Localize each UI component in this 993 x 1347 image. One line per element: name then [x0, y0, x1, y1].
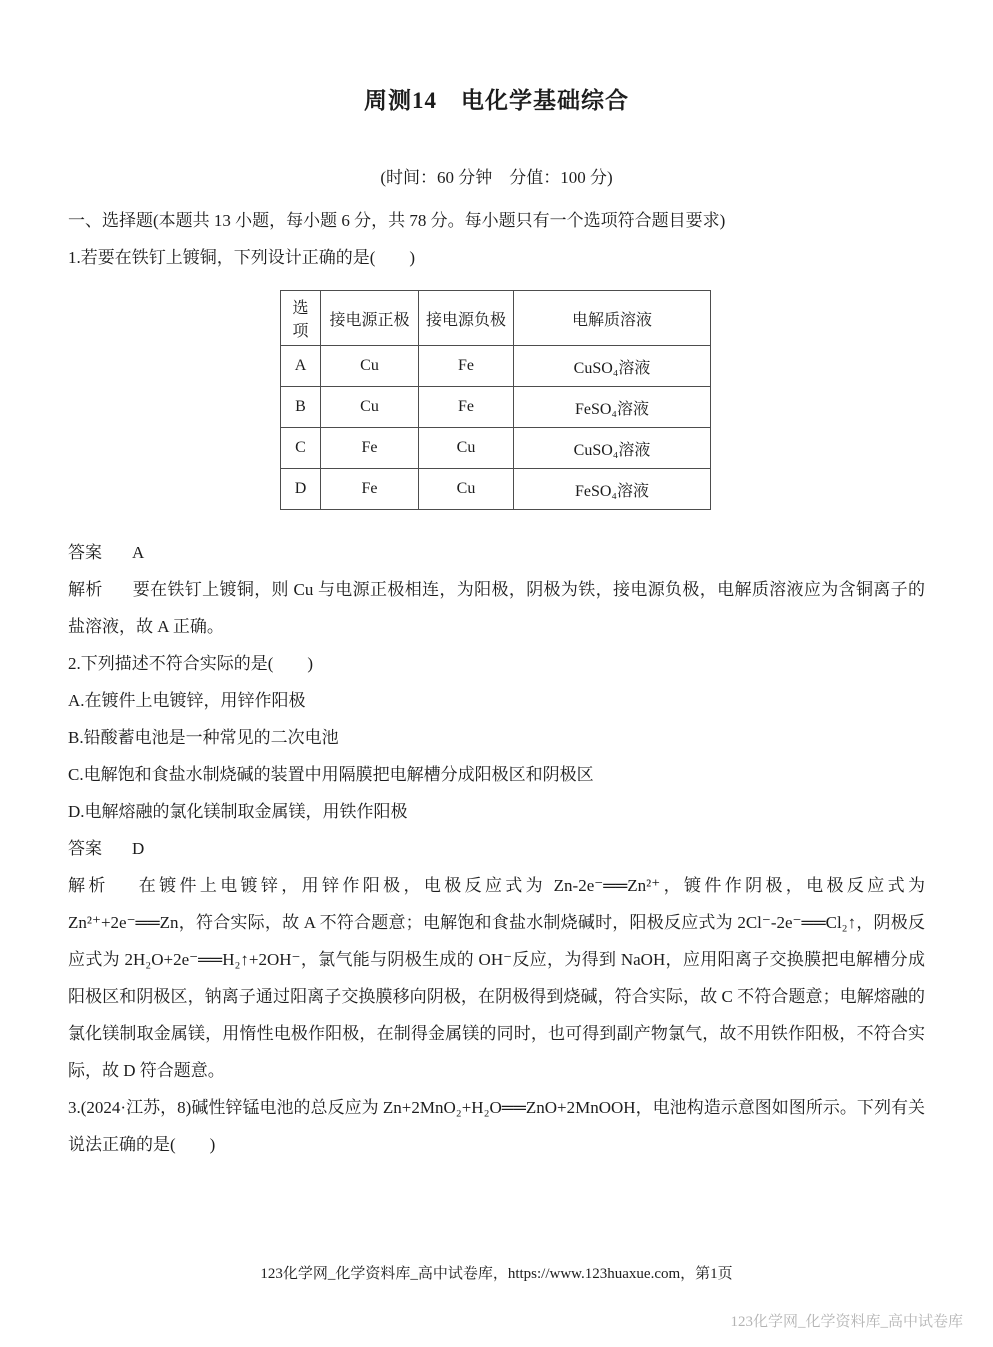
- q2-option-d: D.电解熔融的氯化镁制取金属镁，用铁作阳极: [68, 802, 408, 821]
- page-footer: 123化学网_化学资料库_高中试卷库，https://www.123huaxue.com，第1页: [260, 1266, 733, 1282]
- table-header-cell-solution: 电解质溶液: [514, 291, 711, 346]
- table-header: [281, 291, 711, 346]
- table-cell: FeSO₄溶液: [514, 387, 711, 428]
- q1-stem: 1.若要在铁钉上镀铜，下列设计正确的是( ): [68, 248, 416, 267]
- table-cell: A: [281, 346, 321, 387]
- table-cell: FeSO₄溶液: [514, 469, 711, 510]
- table-cell: Cu: [321, 387, 419, 428]
- table-header-cell-option: 选项: [281, 291, 321, 346]
- table-row-b: [281, 387, 711, 428]
- q1-options-table: [280, 290, 711, 510]
- q2-answer-line: [68, 830, 925, 867]
- q1-answer-line: [68, 534, 925, 571]
- table-cell: Fe: [321, 428, 419, 469]
- q2-analysis-text: 在镀件上电镀锌，用锌作阳极，电极反应式为 Zn-2e⁻══Zn²⁺，镀件作阴极，电极反应式为 Zn²⁺+2e⁻══Zn，符合实际，故 A 不符合题意；电解饱和食盐水制烧碱时，阳极反应式为 2Cl⁻-2e⁻══Cl₂↑，阴极反应式为 2H₂O+2e⁻══H₂↑+2OH⁻，氯气能与阴极生成的 OH⁻反应，为得到 NaOH，应用阳离子交换膜把电解槽分成阳极区和阴极区，钠离子通过阳离子交换膜移向阴极，在阴极得到烧碱，符合实际，故 C 不符合题意；电解熔融的氯化镁制取金属镁，用惰性电极作阳极，在制得金属镁的同时，也可得到副产物氯气，故不用铁作阳极，不符合实际，故 D 符合题意。: [68, 876, 926, 1080]
- q2-answer-label: 答案: [68, 839, 102, 858]
- table-cell: Fe: [419, 387, 514, 428]
- table-cell: C: [281, 428, 321, 469]
- table-header-cell-negative: 接电源负极: [419, 291, 514, 346]
- q1-analysis-text: 要在铁钉上镀铜，则 Cu 与电源正极相连，为阳极，阴极为铁，接电源负极，电解质溶液应为含铜离子的盐溶液，故 A 正确。: [68, 580, 926, 636]
- q1-analysis-label: 解析: [68, 580, 103, 599]
- watermark-text: 123化学网_化学资料库_高中试卷库: [730, 1314, 963, 1330]
- q2-option-c: C.电解饱和食盐水制烧碱的装置中用隔膜把电解槽分成阳极区和阴极区: [68, 765, 594, 784]
- table-cell: Cu: [419, 428, 514, 469]
- table-row-c: [281, 428, 711, 469]
- q2-analysis-label: 解析: [68, 876, 109, 895]
- table-cell: Cu: [419, 469, 514, 510]
- table-cell: Cu: [321, 346, 419, 387]
- q1-answer-label: 答案: [68, 543, 102, 562]
- section-heading: 一、选择题(本题共 13 小题，每小题 6 分，共 78 分。每小题只有一个选项符合题目要求): [68, 211, 726, 230]
- page-title: 周测14 电化学基础综合: [364, 88, 629, 113]
- q2-stem: 2.下列描述不符合实际的是( ): [68, 654, 314, 673]
- table-body: [281, 346, 711, 510]
- table-cell: CuSO₄溶液: [514, 346, 711, 387]
- table-cell: B: [281, 387, 321, 428]
- q2-option-b: B.铅酸蓄电池是一种常见的二次电池: [68, 728, 339, 747]
- table-row-a: [281, 346, 711, 387]
- exam-info: (时间：60 分钟 分值：100 分): [380, 168, 613, 187]
- q1-analysis: [68, 571, 925, 645]
- table-row-d: [281, 469, 711, 510]
- q1-answer-value: A: [132, 543, 145, 562]
- q3-stem: 3.(2024·江苏，8)碱性锌锰电池的总反应为 Zn+2MnO₂+H₂O══ZnO+2MnOOH，电池构造示意图如图所示。下列有关说法正确的是( ): [68, 1098, 925, 1154]
- q2-option-a: A.在镀件上电镀锌，用锌作阳极: [68, 691, 306, 710]
- q2-analysis: [68, 867, 925, 1089]
- table-cell: CuSO₄溶液: [514, 428, 711, 469]
- table-header-row: [281, 291, 711, 346]
- table-cell: Fe: [419, 346, 514, 387]
- page-content: [0, 84, 993, 1163]
- table-cell: Fe: [321, 469, 419, 510]
- table-header-cell-positive: 接电源正极: [321, 291, 419, 346]
- q2-answer-value: D: [132, 839, 145, 858]
- table-cell: D: [281, 469, 321, 510]
